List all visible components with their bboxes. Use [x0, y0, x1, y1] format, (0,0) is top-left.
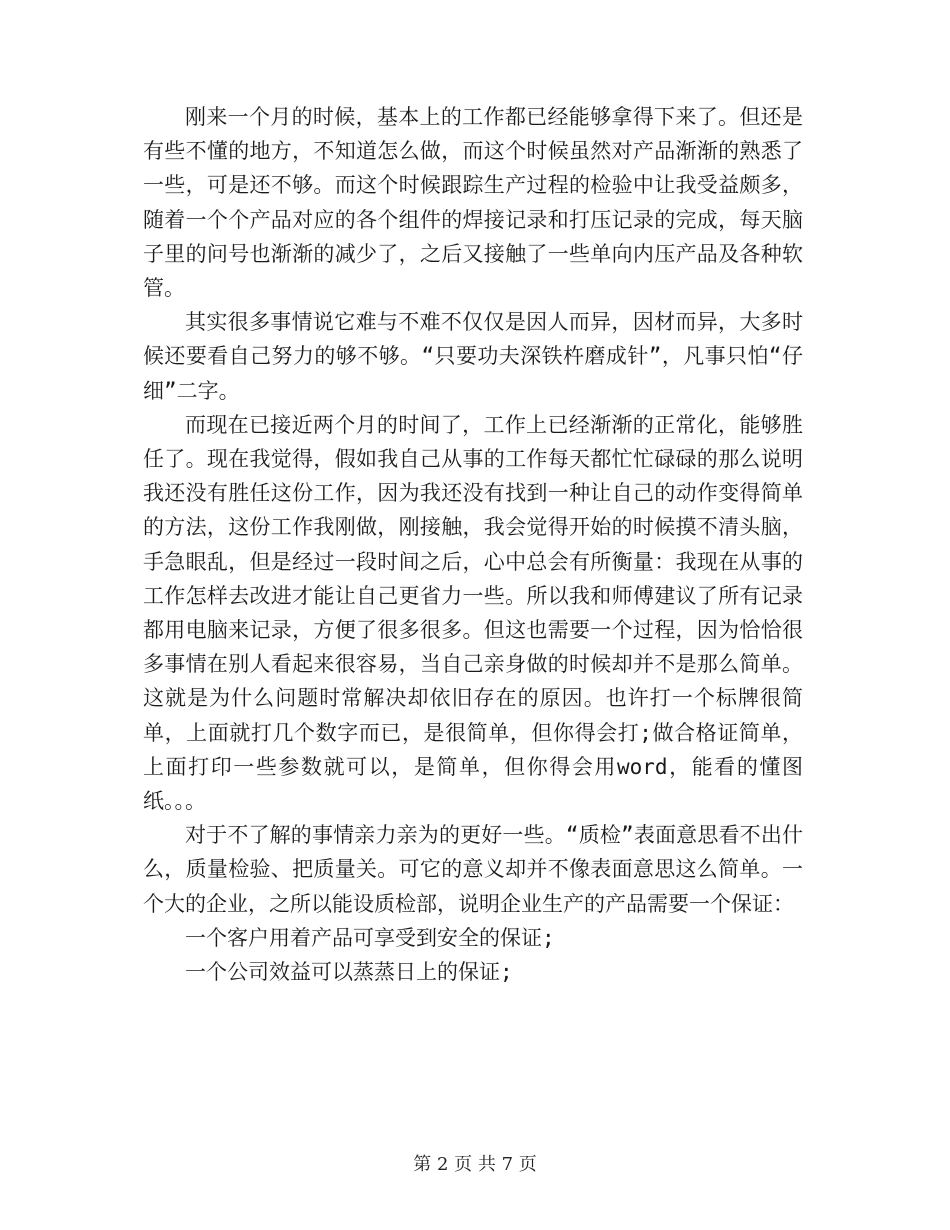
page-number-footer: 第 2 页 共 7 页: [413, 1154, 537, 1175]
paragraph-customer-guarantee: 一个客户用着产品可享受到安全的保证;: [185, 925, 555, 950]
paragraph-effort: 其实很多事情说它难与不难不仅仅是因人而异，因材而异，大多时候还要看自己努力的够不够。“只要功夫深铁杵磨成针”，凡事只怕“仔细”二字。: [143, 310, 803, 403]
paragraph-first-month: 刚来一个月的时候，基本上的工作都已经能够拿得下来了。但还是有些不懂的地方，不知道怎么做，而这个时候虽然对产品渐渐的熟悉了一些，可是还不够。而这个时候跟踪生产过程的检验中让我受益颇多，随着一个个产品对应的各个组件的焊接记录和打压记录的完成，每天脑子里的问号也渐渐的减少了，之后又接触了一些单向内压产品及各种软管。: [143, 105, 803, 301]
paragraph-quality-inspection: 对于不了解的事情亲力亲为的更好一些。“质检”表面意思看不出什么，质量检验、把质量关。可它的意义却并不像表面意思这么简单。一个大的企业，之所以能设质检部，说明企业生产的产品需要一个保证：: [143, 823, 803, 916]
paragraph-company-guarantee: 一个公司效益可以蒸蒸日上的保证;: [185, 960, 513, 985]
paragraph-two-months: 而现在已接近两个月的时间了，工作上已经渐渐的正常化，能够胜任了。现在我觉得，假如我自己从事的工作每天都忙忙碌碌的那么说明我还没有胜任这份工作，因为我还没有找到一种让自己的动作变得简单的方法，这份工作我刚做，刚接触，我会觉得开始的时候摸不清头脑，手急眼乱，但是经过一段时间之后，心中总会有所衡量：我现在从事的工作怎样去改进才能让自己更省力一些。所以我和师傅建议了所有记录都用电脑来记录，方便了很多很多。但这也需要一个过程，因为恰恰很多事情在别人看起来很容易，当自己亲身做的时候却并不是那么简单。这就是为什么问题时常解决却依旧存在的原因。也许打一个标牌很简单，上面就打几个数字而已，是很简单，但你得会打;做合格证简单，上面打印一些参数就可以，是简单，但你得会用word，能看的懂图纸。。。: [143, 412, 803, 814]
document-body: [143, 100, 803, 989]
